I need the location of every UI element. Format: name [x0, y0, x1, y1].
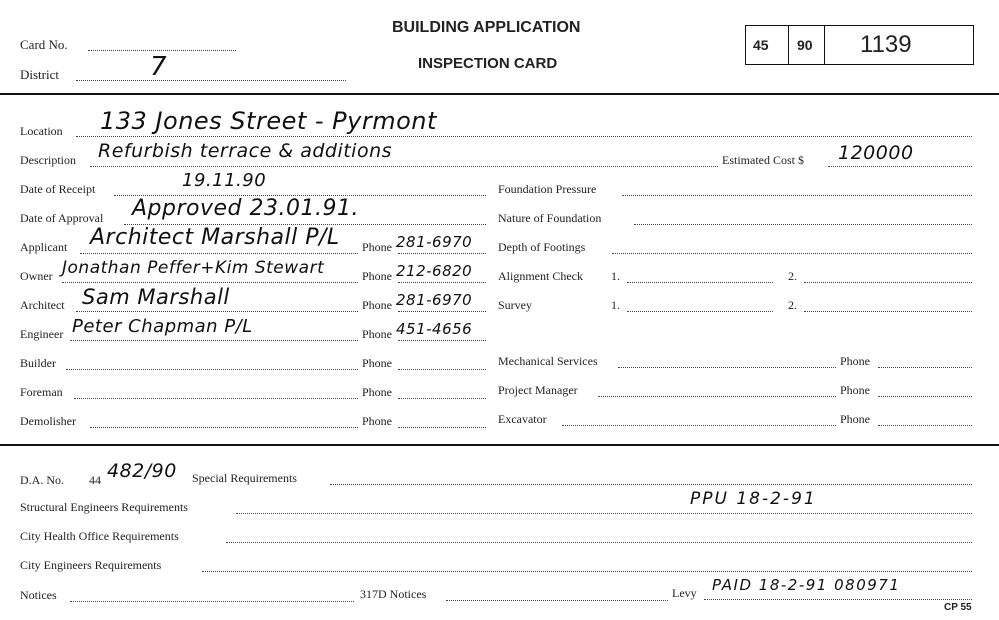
description-value: Refurbish terrace & additions: [98, 140, 393, 162]
structural-line: [236, 513, 972, 514]
notices-317d-line: [446, 600, 668, 601]
health-label: City Health Office Requirements: [20, 529, 179, 543]
foreman-phone-line: [398, 398, 486, 399]
card-no-line: [88, 50, 236, 51]
builder-phone-label: Phone: [362, 356, 392, 370]
survey-num2: 2.: [788, 298, 797, 312]
project-manager-label: Project Manager: [498, 383, 578, 397]
ref-b: 90: [797, 37, 813, 53]
alignment-num2: 2.: [788, 269, 797, 283]
structural-value: PPU 18-2-91: [690, 489, 817, 509]
applicant-phone-label: Phone: [362, 240, 392, 254]
architect-phone-label: Phone: [362, 298, 392, 312]
notices-317d-label: 317D Notices: [360, 587, 427, 601]
estimated-cost-line: [828, 166, 972, 167]
demolisher-phone-line: [398, 427, 486, 428]
survey-line2: [804, 311, 972, 312]
card-no-label: Card No.: [20, 37, 68, 52]
mechanical-line: [618, 367, 836, 368]
levy-label: Levy: [672, 586, 697, 600]
foreman-line: [74, 398, 358, 399]
engineer-line: [70, 340, 358, 341]
foreman-label: Foreman: [20, 385, 63, 399]
da-label: D.A. No.: [20, 473, 64, 487]
foundation-pressure-line: [622, 195, 972, 196]
title-line1: BUILDING APPLICATION: [392, 19, 581, 36]
excavator-line: [562, 425, 836, 426]
architect-value: Sam Marshall: [82, 285, 230, 309]
alignment-line2: [804, 282, 972, 283]
survey-line1: [627, 311, 773, 312]
engineer-phone: 451-4656: [396, 320, 473, 338]
approval-value: Approved 23.01.91.: [132, 196, 359, 221]
nature-foundation-label: Nature of Foundation: [498, 211, 602, 225]
owner-value: Jonathan Peffer+Kim Stewart: [62, 258, 325, 278]
ref-divider-2: [824, 25, 825, 65]
engineer-phone-label: Phone: [362, 327, 392, 341]
special-req-line: [330, 484, 972, 485]
builder-label: Builder: [20, 356, 56, 370]
architect-label: Architect: [20, 298, 65, 312]
alignment-label: Alignment Check: [498, 269, 583, 283]
structural-label: Structural Engineers Requirements: [20, 500, 188, 514]
applicant-phone-line: [398, 253, 486, 254]
owner-label: Owner: [20, 269, 53, 283]
depth-footings-line: [612, 253, 972, 254]
foreman-phone-label: Phone: [362, 385, 392, 399]
mechanical-phone-label: Phone: [840, 354, 870, 368]
notices-label: Notices: [20, 588, 57, 602]
owner-line: [62, 282, 358, 283]
applicant-phone: 281-6970: [396, 233, 473, 251]
engineer-phone-line: [398, 340, 486, 341]
receipt-label: Date of Receipt: [20, 182, 96, 196]
ref-c: 1139: [860, 31, 912, 58]
alignment-line1: [627, 282, 773, 283]
engineer-label: Engineer: [20, 327, 64, 341]
architect-phone-line: [398, 311, 486, 312]
architect-line: [76, 311, 358, 312]
description-label: Description: [20, 153, 76, 167]
district-label: District: [20, 67, 59, 82]
health-line: [226, 542, 972, 543]
section-divider: [0, 444, 999, 446]
estimated-cost-label: Estimated Cost $: [722, 153, 804, 167]
survey-label: Survey: [498, 298, 532, 312]
excavator-phone-label: Phone: [840, 412, 870, 426]
receipt-value: 19.11.90: [182, 170, 267, 191]
builder-phone-line: [398, 369, 486, 370]
alignment-num1: 1.: [611, 269, 620, 283]
da-value: 482/90: [107, 460, 177, 482]
project-manager-line: [598, 396, 836, 397]
demolisher-line: [90, 427, 358, 428]
demolisher-label: Demolisher: [20, 414, 76, 428]
demolisher-phone-label: Phone: [362, 414, 392, 428]
project-manager-phone-label: Phone: [840, 383, 870, 397]
header-divider: [0, 93, 999, 95]
location-label: Location: [20, 124, 63, 138]
district-line: [76, 80, 346, 81]
architect-phone: 281-6970: [396, 291, 473, 309]
owner-phone-label: Phone: [362, 269, 392, 283]
city-eng-label: City Engineers Requirements: [20, 558, 162, 572]
footer-code: CP 55: [944, 602, 972, 613]
ref-a: 45: [753, 37, 769, 53]
nature-foundation-line: [634, 224, 972, 225]
applicant-label: Applicant: [20, 240, 68, 254]
location-line: [76, 136, 972, 137]
applicant-value: Architect Marshall P/L: [90, 225, 340, 250]
mechanical-phone-line: [878, 367, 972, 368]
survey-num1: 1.: [611, 298, 620, 312]
foundation-pressure-label: Foundation Pressure: [498, 182, 597, 196]
depth-footings-label: Depth of Footings: [498, 240, 586, 254]
location-value: 133 Jones Street - Pyrmont: [100, 107, 437, 135]
district-value: 7: [150, 52, 168, 82]
owner-phone-line: [398, 282, 486, 283]
estimated-cost-value: 120000: [838, 142, 914, 164]
notices-line: [70, 601, 354, 602]
applicant-line: [80, 253, 358, 254]
special-req-label: Special Requirements: [192, 471, 297, 485]
engineer-value: Peter Chapman P/L: [72, 316, 253, 337]
title-line2: INSPECTION CARD: [418, 55, 558, 72]
approval-label: Date of Approval: [20, 211, 104, 225]
levy-value: PAID 18-2-91 080971: [712, 576, 901, 594]
da-prefix: 44: [89, 473, 101, 487]
excavator-label: Excavator: [498, 412, 547, 426]
city-eng-line: [202, 571, 972, 572]
description-line: [90, 166, 718, 167]
excavator-phone-line: [878, 425, 972, 426]
project-manager-phone-line: [878, 396, 972, 397]
builder-line: [66, 369, 358, 370]
ref-divider-1: [788, 25, 789, 65]
mechanical-label: Mechanical Services: [498, 354, 598, 368]
owner-phone: 212-6820: [396, 262, 473, 280]
levy-line: [704, 599, 972, 600]
